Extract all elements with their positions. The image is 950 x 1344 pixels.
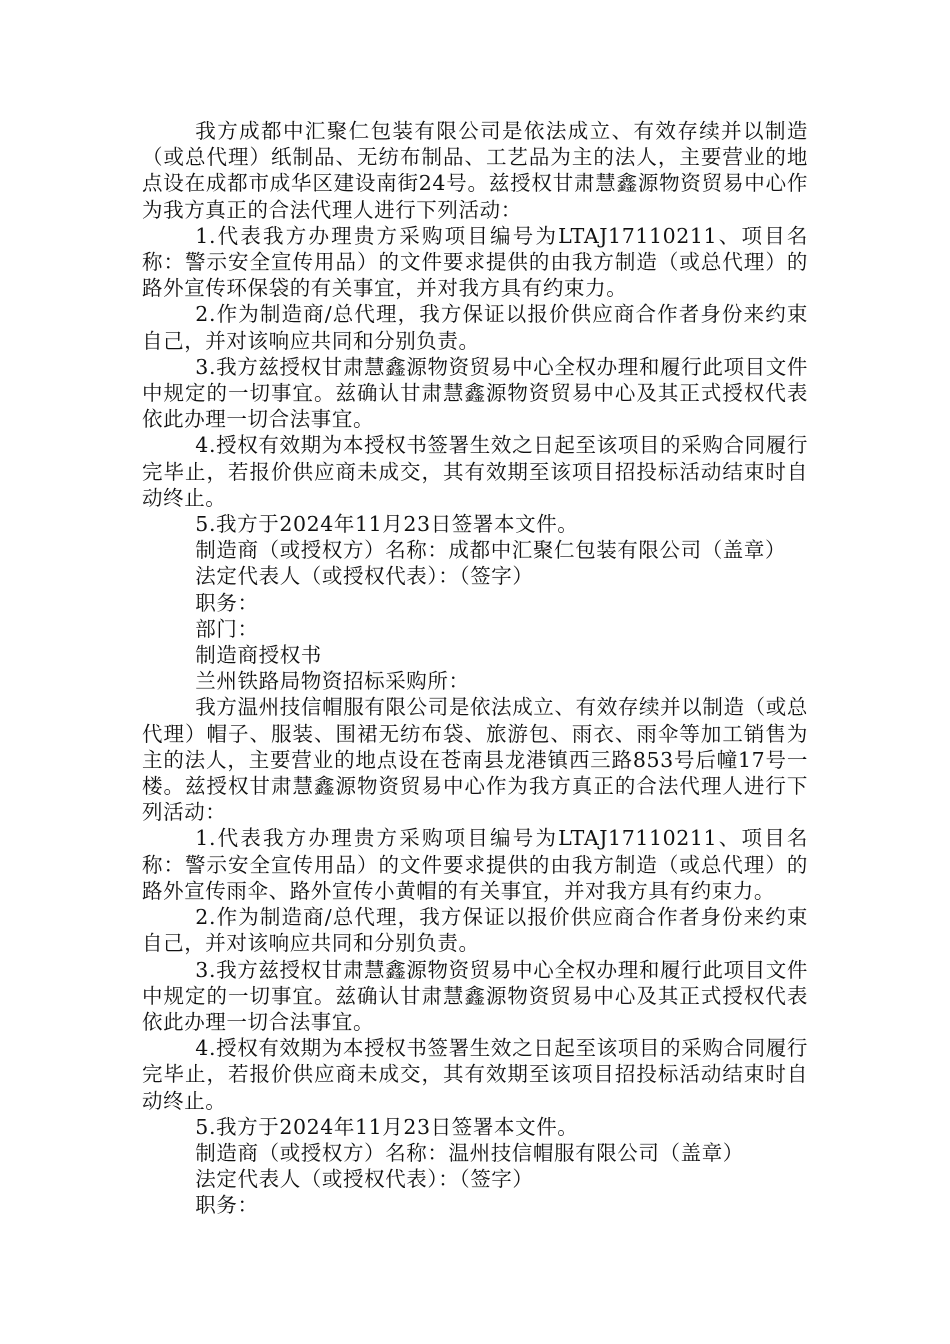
section1-item-5: 5.我方于2024年11月23日签署本文件。 <box>195 512 579 537</box>
section2-recipient: 兰州铁路局物资招标采购所： <box>195 669 470 694</box>
section1-legal-rep-line: 法定代表人（或授权代表）：（签字） <box>195 564 534 589</box>
section1-intro: 我方成都中汇聚仁包装有限公司是依法成立、有效存续并以制造（或总代理）纸制品、无纺布制品、工艺品为主的法人，主要营业的地点设在成都市成华区建设南街24号。兹授权甘肃慧鑫源物资贸易中心作为我方真正的合法代理人进行下列活动： <box>142 119 808 222</box>
section2-item-2: 2.作为制造商/总代理，我方保证以报价供应商合作者身份来约束自己，并对该响应共同和分别负责。 <box>142 905 808 956</box>
section1-position-line: 职务： <box>195 590 259 615</box>
section2-legal-rep-line: 法定代表人（或授权代表）：（签字） <box>195 1167 534 1192</box>
section2-intro: 我方温州技信帽服有限公司是依法成立、有效存续并以制造（或总代理）帽子、服装、围裙无纺布袋、旅游包、雨衣、雨伞等加工销售为主的法人，主要营业的地点设在苍南县龙港镇西三路853号后幢17号一楼。兹授权甘肃慧鑫源物资贸易中心作为我方真正的合法代理人进行下列活动： <box>142 695 808 825</box>
section1-department-line: 部门： <box>195 616 259 641</box>
section2-item-5: 5.我方于2024年11月23日签署本文件。 <box>195 1114 579 1139</box>
section1-item-1: 1.代表我方办理贵方采购项目编号为LTAJ17110211、项目名称：警示安全宣传用品）的文件要求提供的由我方制造（或总代理）的路外宣传环保袋的有关事宜，并对我方具有约束力。 <box>142 223 808 301</box>
document-page <box>142 118 808 1219</box>
section2-manufacturer-line: 制造商（或授权方）名称：温州技信帽服有限公司（盖章） <box>195 1140 744 1165</box>
section2-item-3: 3.我方兹授权甘肃慧鑫源物资贸易中心全权办理和履行此项目文件中规定的一切事宜。兹确认甘肃慧鑫源物资贸易中心及其正式授权代表依此办理一切合法事宜。 <box>142 957 808 1034</box>
section1-item-2: 2.作为制造商/总代理，我方保证以报价供应商合作者身份来约束自己，并对该响应共同和分别负责。 <box>142 302 808 353</box>
section2-item-4: 4.授权有效期为本授权书签署生效之日起至该项目的采购合同履行完毕止，若报价供应商未成交，其有效期至该项目招投标活动结束时自动终止。 <box>142 1036 808 1113</box>
section1-item-4: 4.授权有效期为本授权书签署生效之日起至该项目的采购合同履行完毕止，若报价供应商未成交，其有效期至该项目招投标活动结束时自动终止。 <box>142 433 808 510</box>
section1-manufacturer-line: 制造商（或授权方）名称：成都中汇聚仁包装有限公司（盖章） <box>195 538 787 563</box>
section1-item-3: 3.我方兹授权甘肃慧鑫源物资贸易中心全权办理和履行此项目文件中规定的一切事宜。兹确认甘肃慧鑫源物资贸易中心及其正式授权代表依此办理一切合法事宜。 <box>142 354 808 432</box>
section2-title: 制造商授权书 <box>195 643 322 668</box>
section2-item-1: 1.代表我方办理贵方采购项目编号为LTAJ17110211、项目名称：警示安全宣传用品）的文件要求提供的由我方制造（或总代理）的路外宣传雨伞、路外宣传小黄帽的有关事宜，并对我方具有约束力。 <box>142 826 808 903</box>
section2-position-line: 职务： <box>195 1193 259 1218</box>
